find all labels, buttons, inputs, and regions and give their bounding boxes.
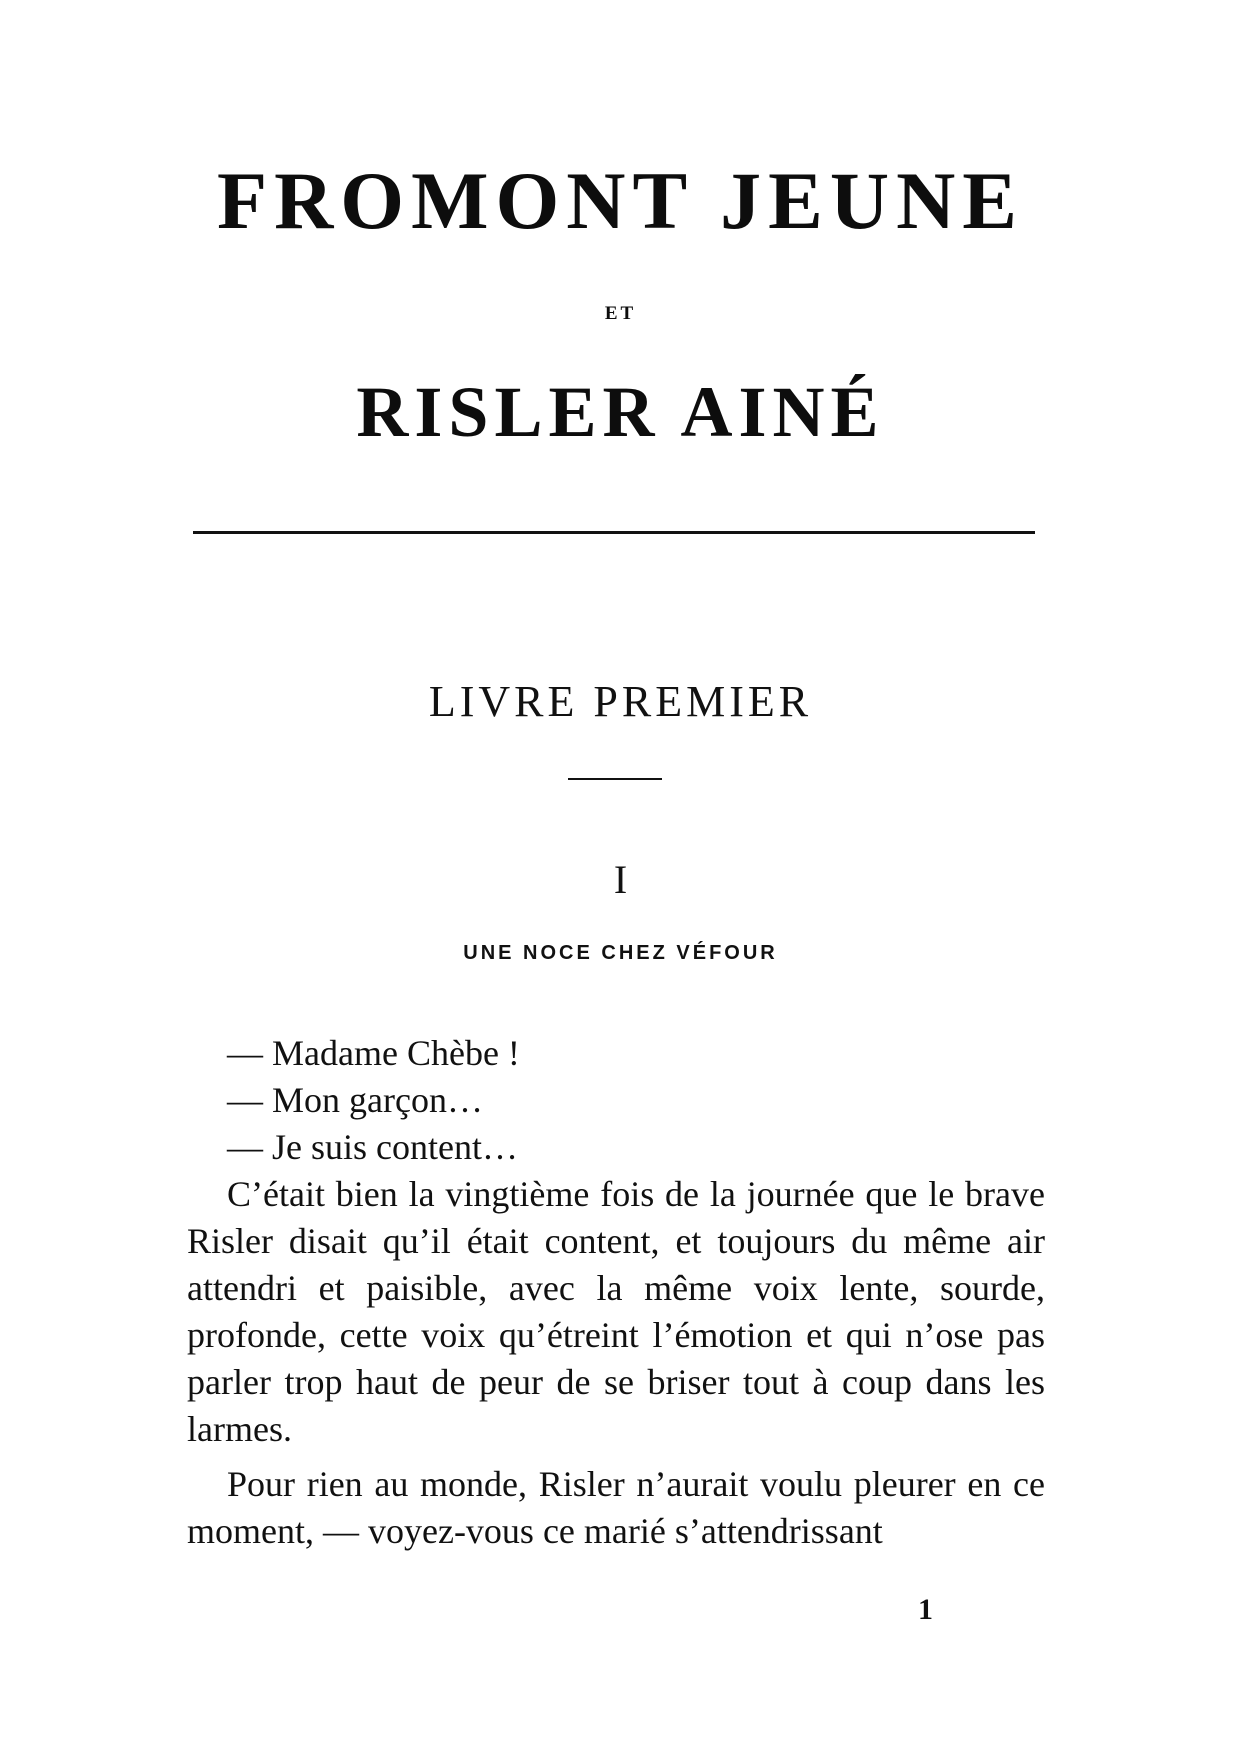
body-text	[187, 1030, 1045, 1555]
short-divider	[568, 778, 662, 780]
paragraph: C’était bien la vingtième fois de la journée que le brave Risler disait qu’il était content, et toujours du même air attendri et paisible, avec la même voix lente, sourde, profonde, cette voix qu’étreint l’émotion et qui n’ose pas parler trop haut de peur de se briser tout à coup dans les larmes.	[187, 1174, 1045, 1449]
title-conjunction: ET	[604, 303, 637, 324]
paragraph: Pour rien au monde, Risler n’aurait voulu pleurer en ce moment, — voyez-vous ce marié s’attendrissant	[187, 1464, 1045, 1551]
dialogue-line: — Madame Chèbe !	[227, 1033, 520, 1073]
title-line-1: FROMONT JEUNE	[216, 155, 1025, 246]
dialogue-line: — Mon garçon…	[227, 1080, 483, 1120]
title-line-2: RISLER AINÉ	[356, 372, 885, 452]
page-number: 1	[918, 1593, 933, 1626]
title-divider	[193, 531, 1035, 534]
chapter-number: I	[613, 857, 628, 902]
dialogue-line: — Je suis content…	[227, 1127, 518, 1167]
book-part-heading: LIVRE PREMIER	[428, 677, 813, 726]
chapter-title: UNE NOCE CHEZ VÉFOUR	[463, 942, 778, 964]
